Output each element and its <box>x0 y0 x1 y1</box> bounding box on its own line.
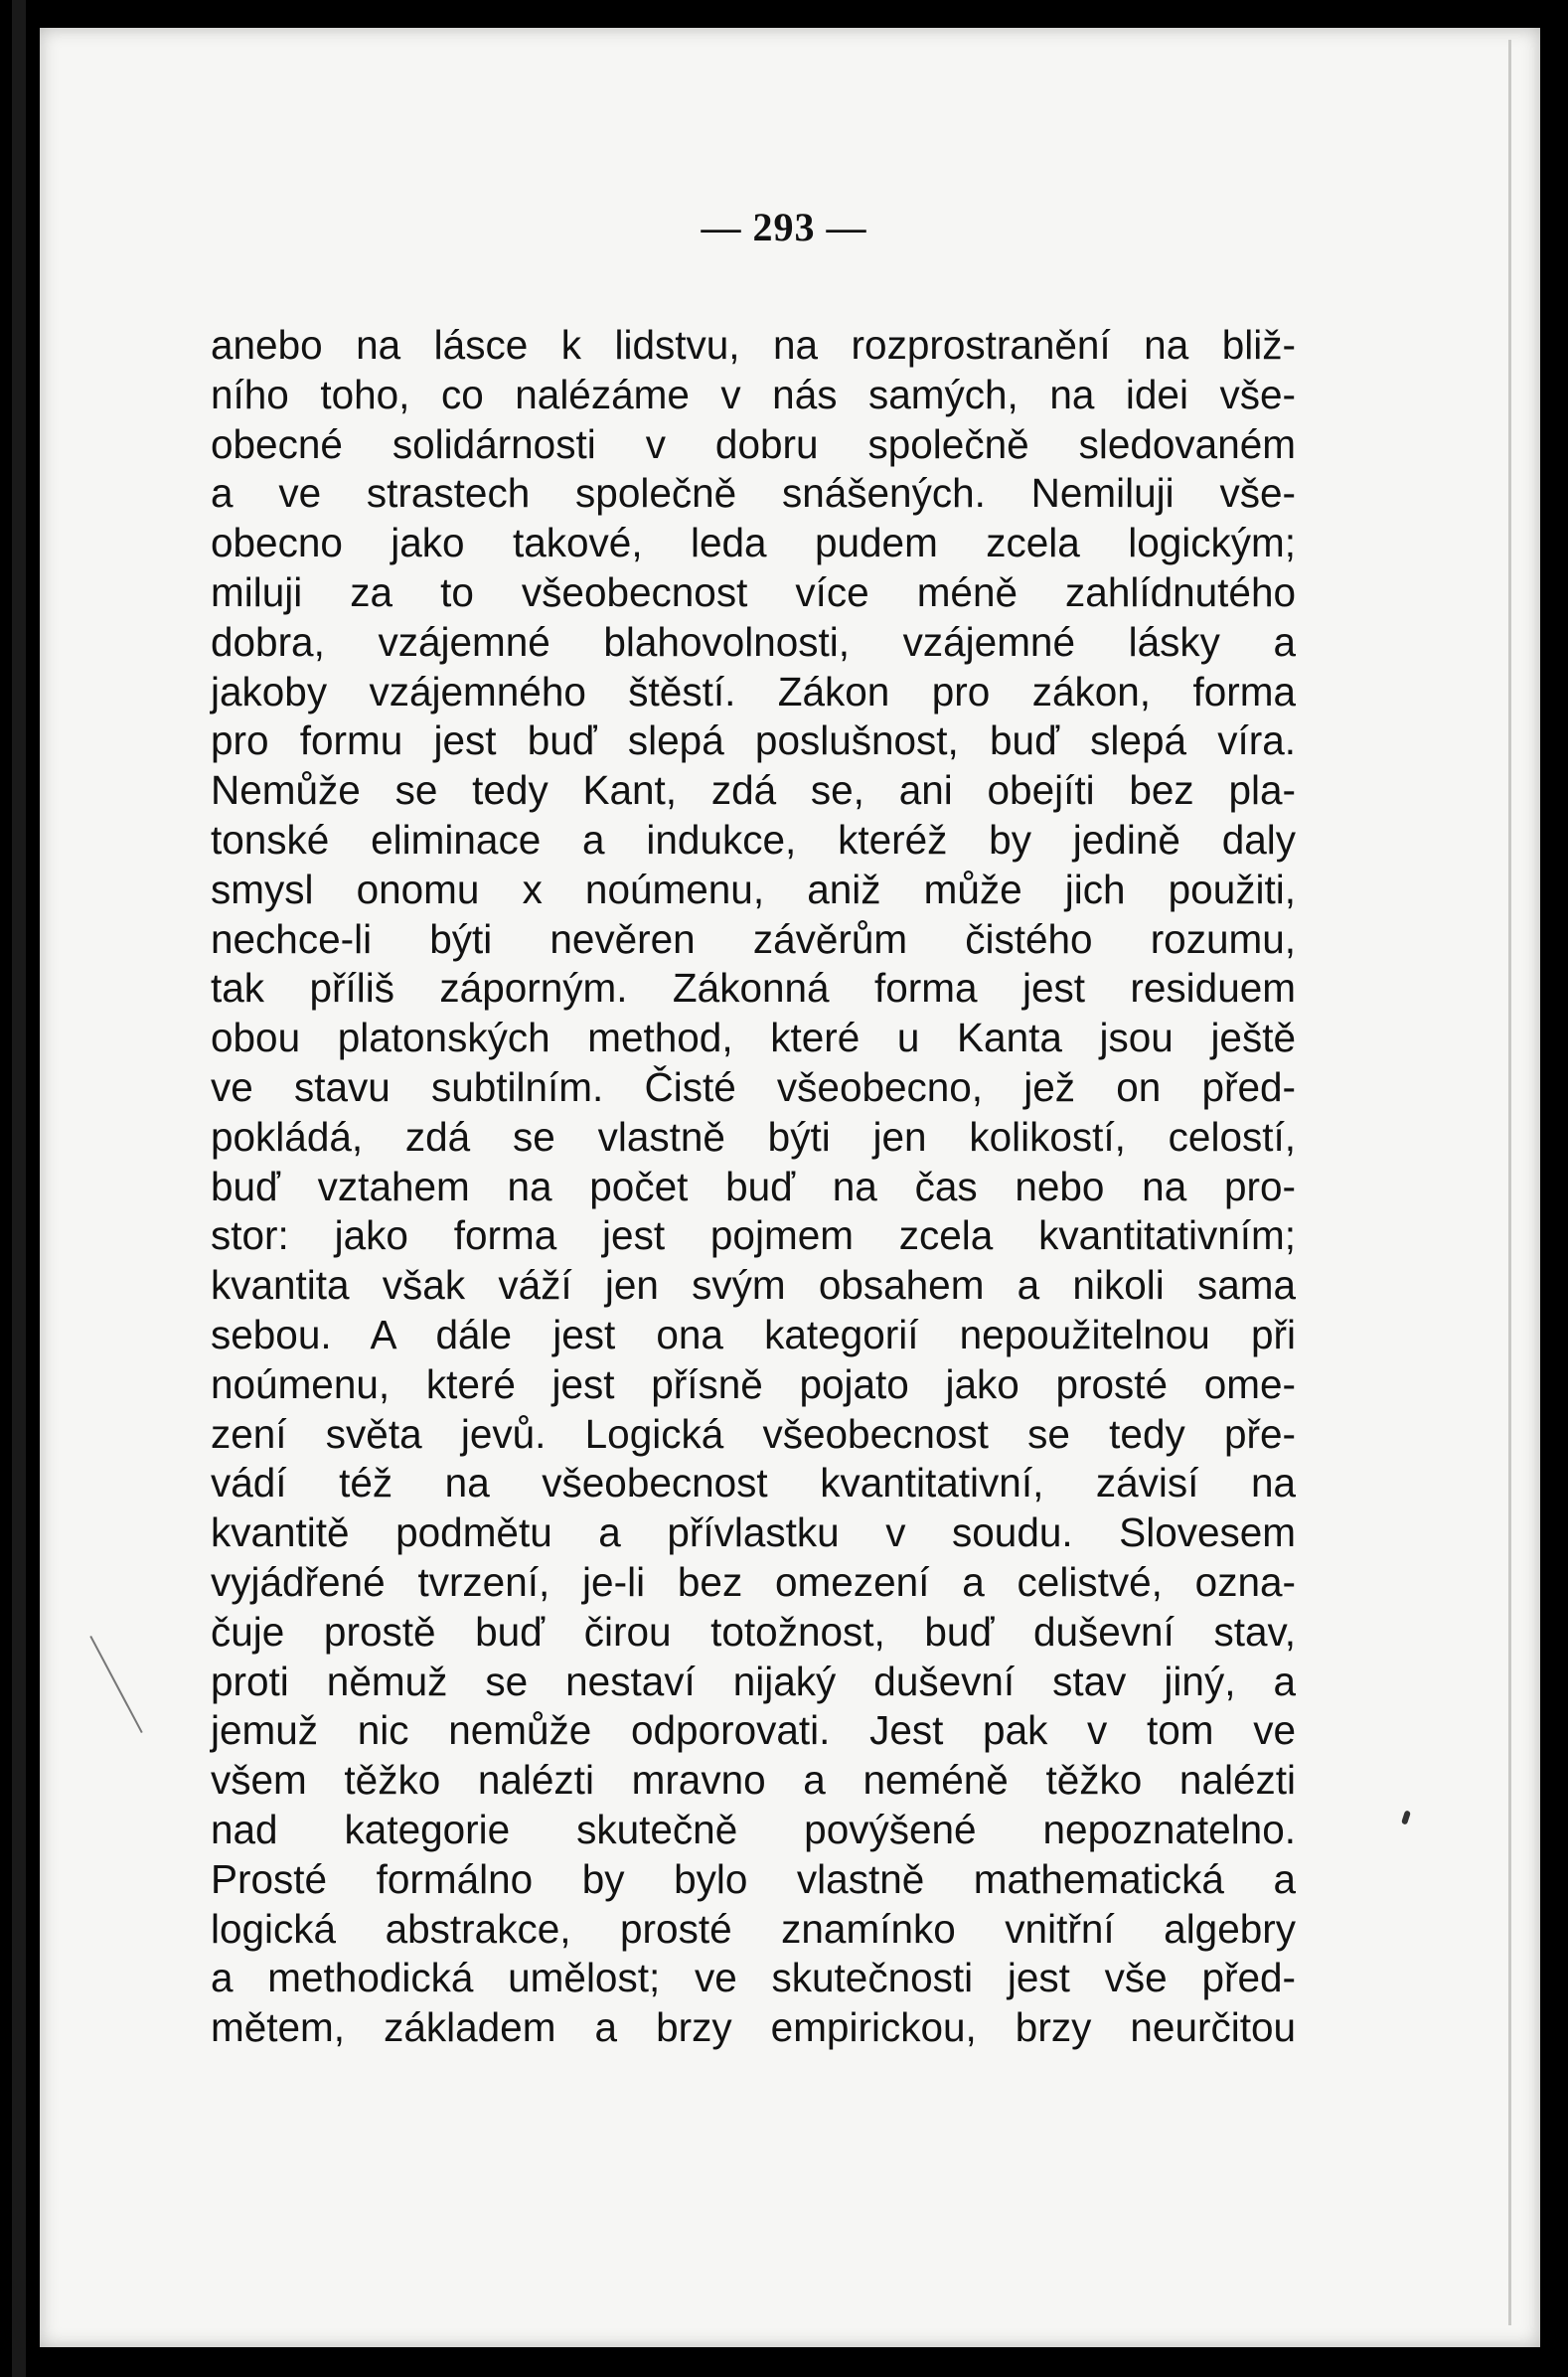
text-line: mětem, základem a brzy empirickou, brzy neurčitou <box>211 2004 1296 2051</box>
text-line: kvantitě podmětu a přívlastku v soudu. Slovesem <box>211 1509 1296 1556</box>
text-line: tak příliš záporným. Zákonná forma jest residuem <box>211 965 1296 1012</box>
text-line: proti němuž se nestaví nijaký duševní stav jiný, a <box>211 1658 1296 1704</box>
text-line: vyjádřené tvrzení, je-li bez omezení a celistvé, ozna- <box>211 1558 1296 1605</box>
text-line: obecné solidárnosti v dobru společně sledovaném <box>211 420 1296 467</box>
text-line: jakoby vzájemného štěstí. Zákon pro zákon, forma <box>211 668 1296 714</box>
text-line: miluji za to všeobecnost více méně zahlídnutého <box>211 568 1296 615</box>
text-line: zení světa jevů. Logická všeobecnost se tedy pře- <box>211 1410 1296 1457</box>
page-edge-line <box>1508 40 1511 2325</box>
text-line: ního toho, co nalézáme v nás samých, na idei vše- <box>211 371 1296 417</box>
text-line: dobra, vzájemné blahovolnosti, vzájemné lásky a <box>211 618 1296 665</box>
text-line: sebou. A dále jest ona kategorií nepoužitelnou při <box>211 1311 1296 1357</box>
text-line: a ve strastech společně snášených. Nemiluji vše- <box>211 470 1296 517</box>
text-line: obecno jako takové, leda pudem zcela logickým; <box>211 520 1296 566</box>
text-line: vádí též na všeobecnost kvantitativní, závisí na <box>211 1460 1296 1506</box>
text-line: pro formu jest buď slepá poslušnost, buď slepá víra. <box>211 717 1296 764</box>
text-line: obou platonských method, které u Kanta jsou ještě <box>211 1015 1296 1061</box>
page-number: — 293 — <box>701 205 867 249</box>
text-line: všem těžko nalézti mravno a neméně těžko nalézti <box>211 1757 1296 1804</box>
text-line: Nemůže se tedy Kant, zdá se, ani obejíti bez pla- <box>211 767 1296 814</box>
text-line: buď vztahem na počet buď na čas nebo na pro- <box>211 1163 1296 1209</box>
text-line: nechce-li býti nevěren závěrům čistého rozumu, <box>211 915 1296 962</box>
text-line: tonské eliminace a indukce, kteréž by jedině daly <box>211 816 1296 863</box>
text-line: čuje prostě buď čirou totožnost, buď duševní stav, <box>211 1608 1296 1655</box>
text-line: ve stavu subtilním. Čisté všeobecno, jež on před- <box>211 1063 1296 1110</box>
text-line: smysl onomu x noúmenu, aniž může jich použiti, <box>211 866 1296 912</box>
text-line: anebo na lásce k lidstvu, na rozprostranění na bliž- <box>211 322 1296 368</box>
text-line: Prosté formálno by bylo vlastně mathematická a <box>211 1855 1296 1902</box>
text-line: jemuž nic nemůže odporovati. Jest pak v tom ve <box>211 1707 1296 1754</box>
text-line: stor: jako forma jest pojmem zcela kvantitativním; <box>211 1212 1296 1259</box>
text-line: nad kategorie skutečně povýšené nepoznatelno. <box>211 1806 1296 1852</box>
text-line: logická abstrakce, prosté znamínko vnitřní algebry <box>211 1905 1296 1952</box>
text-line: pokládá, zdá se vlastně býti jen kolikostí, celostí, <box>211 1113 1296 1160</box>
body-text <box>211 321 1296 2053</box>
binding-edge <box>12 0 26 2377</box>
text-line: a methodická umělost; ve skutečnosti jest vše před- <box>211 1955 1296 2001</box>
text-line: kvantita však váží jen svým obsahem a nikoli sama <box>211 1262 1296 1309</box>
text-line: noúmenu, které jest přísně pojato jako prosté ome- <box>211 1360 1296 1407</box>
